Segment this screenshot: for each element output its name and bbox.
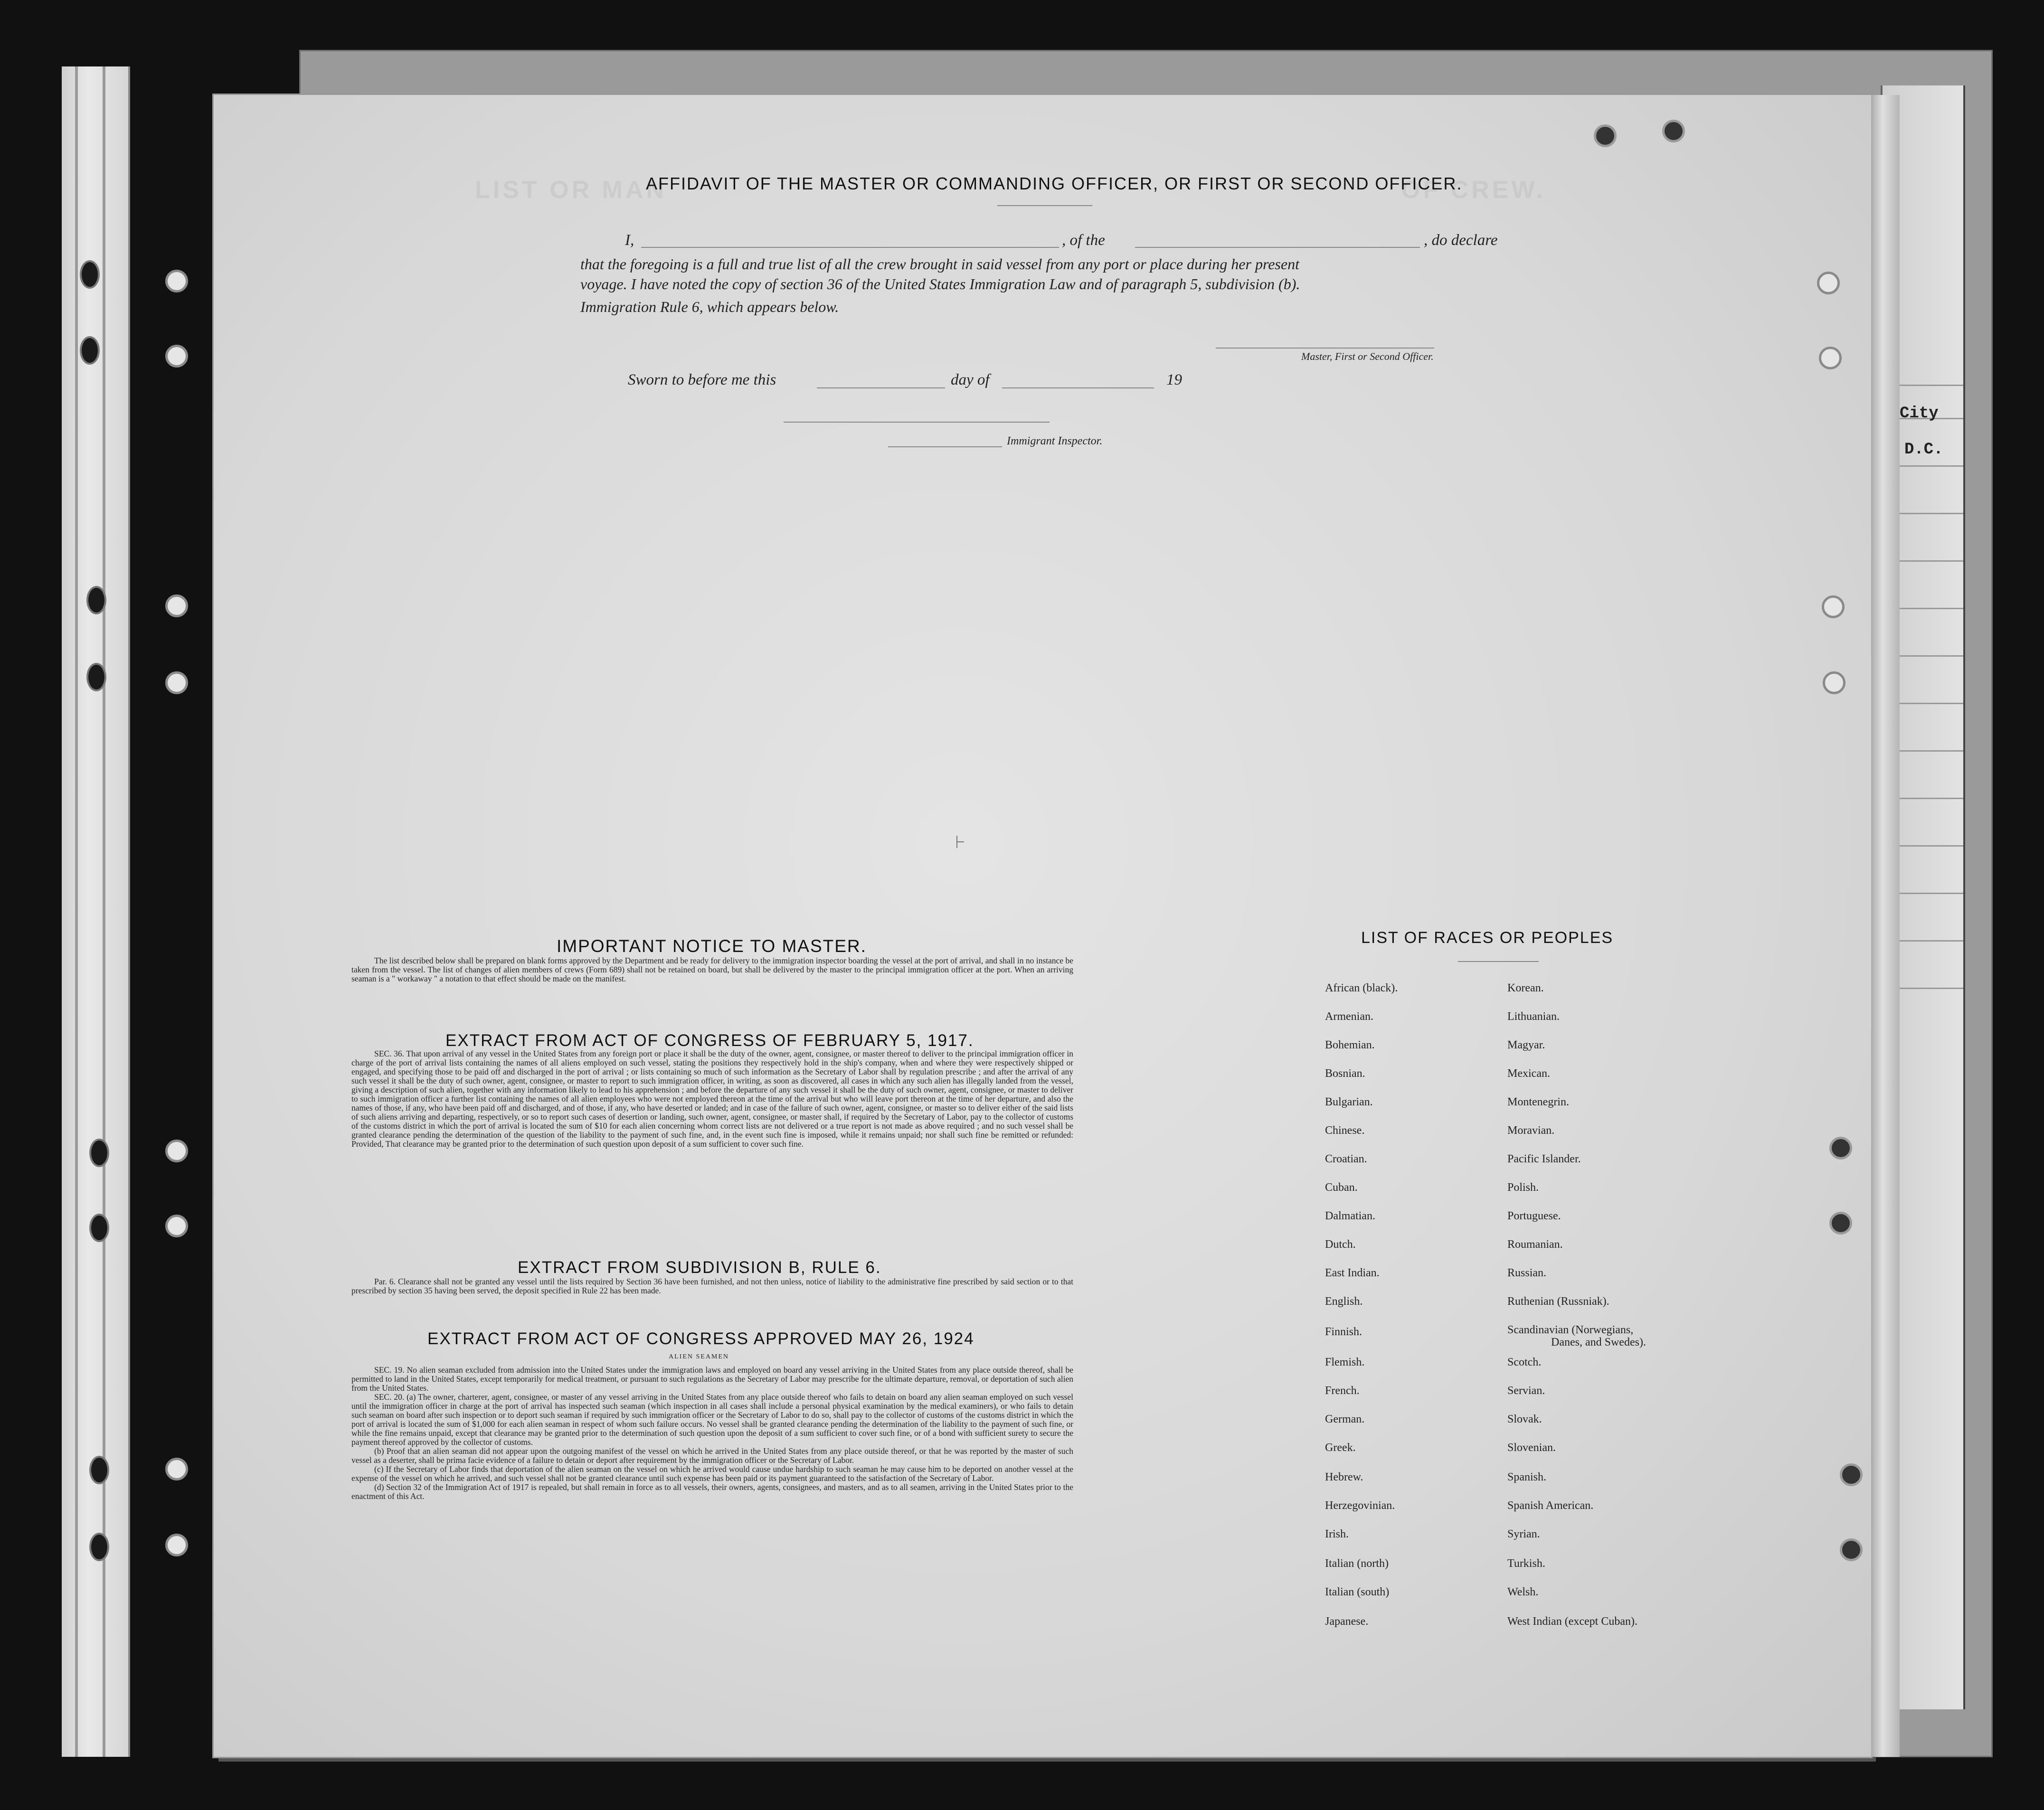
notice-title: IMPORTANT NOTICE TO MASTER. bbox=[557, 936, 867, 956]
name-field[interactable] bbox=[641, 247, 1059, 248]
affidavit-line1-i: I, bbox=[625, 232, 634, 249]
manifest-page bbox=[214, 95, 1871, 1757]
race-item: Armenian. bbox=[1325, 1010, 1373, 1023]
race-item: Spanish American. bbox=[1507, 1499, 1594, 1512]
race-item: Cuban. bbox=[1325, 1181, 1358, 1194]
race-item: Syrian. bbox=[1507, 1528, 1540, 1540]
race-item: West Indian (except Cuban). bbox=[1507, 1615, 1637, 1628]
race-item: Polish. bbox=[1507, 1181, 1539, 1194]
extract1-title: EXTRACT FROM ACT OF CONGRESS OF FEBRUARY 5, 1917. bbox=[445, 1031, 974, 1050]
race-item: German. bbox=[1325, 1413, 1365, 1425]
race-item: Irish. bbox=[1325, 1528, 1349, 1540]
race-item: Bohemian. bbox=[1325, 1039, 1375, 1051]
page-ring-hole bbox=[1823, 671, 1845, 694]
race-item: Italian (north) bbox=[1325, 1557, 1389, 1570]
binder-hole bbox=[86, 586, 106, 614]
page-mark bbox=[956, 841, 964, 842]
page-ring-hole bbox=[165, 1534, 188, 1556]
race-item: Dalmatian. bbox=[1325, 1210, 1375, 1222]
extract2-title: EXTRACT FROM SUBDIVISION B, RULE 6. bbox=[518, 1258, 881, 1277]
race-item: Servian. bbox=[1507, 1385, 1545, 1397]
page-ring-hole bbox=[165, 671, 188, 694]
title-rule bbox=[997, 205, 1092, 206]
race-item: Roumanian. bbox=[1507, 1238, 1563, 1251]
page-ring-hole bbox=[165, 594, 188, 617]
inspector-label: Immigrant Inspector. bbox=[1007, 435, 1103, 447]
binder-hole bbox=[89, 1456, 109, 1484]
race-item: Bosnian. bbox=[1325, 1067, 1365, 1080]
extract2-paragraph: Par. 6. Clearance shall not be granted any vessel until the lists required by Section 36 have been furnished, and not then unless, notice of liability to the administrative fine prescribed by said section or to that prescribed by section 35 having been served, the deposit specified in Rule 22 has been made. bbox=[351, 1277, 1073, 1295]
page-ring-hole bbox=[165, 1140, 188, 1162]
affidavit-line4: Immigration Rule 6, which appears below. bbox=[580, 298, 839, 315]
race-item: Mexican. bbox=[1507, 1067, 1550, 1080]
sworn-day-of: day of bbox=[951, 371, 990, 388]
binder-hole bbox=[80, 336, 100, 365]
race-item: Magyar. bbox=[1507, 1039, 1545, 1051]
page-ring-hole bbox=[1817, 272, 1840, 294]
affidavit-title: AFFIDAVIT OF THE MASTER OR COMMANDING OFFICER, OR FIRST OR SECOND OFFICER. bbox=[646, 174, 1463, 193]
page-ring-hole bbox=[1594, 124, 1617, 147]
race-item: Japanese. bbox=[1325, 1615, 1369, 1628]
sworn-text: Sworn to before me this bbox=[628, 371, 776, 388]
race-item: Bulgarian. bbox=[1325, 1096, 1373, 1108]
binder-hole bbox=[86, 663, 106, 691]
race-item: Slovak. bbox=[1507, 1413, 1542, 1425]
binder-hole bbox=[89, 1533, 109, 1561]
notice-body bbox=[351, 956, 1073, 983]
extract3-paragraph: (d) Section 32 of the Immigration Act of 1917 is repealed, but shall remain in force as to all vessels, their owners, agents, consignees, and masters, and as to all seamen, arriving in the United States prior to the enactment of this Act. bbox=[351, 1482, 1073, 1501]
page-ring-hole bbox=[1840, 1538, 1863, 1561]
race-item: Flemish. bbox=[1325, 1356, 1365, 1368]
race-item: Scandinavian (Norwegians, bbox=[1507, 1324, 1634, 1336]
bleed-through-title: OF CREW. bbox=[1401, 176, 1546, 204]
sworn-year-prefix: 19 bbox=[1166, 371, 1182, 388]
extract3-paragraph: SEC. 20. (a) The owner, charterer, agent, consignee, or master of any vessel arriving in the United States from any place outside thereof who fails to detain on board any alien seaman employed on such vessel until the immigration officer in charge at the port of arrival has inspected such seaman (which inspection in all cases shall include a personal physical examination by the medical examiners), or who fails to detain such seaman on board after such inspection or to deport such seaman if required by such immigration officer or the Secretary of Labor to do so, shall pay to the collector of customs of the customs district in which the port of arrival is located the sum of $1,000 for each alien seaman in respect of whom such failure occurs. No vessel shall be granted clearance pending the determination of the liability to the payment of such fine, or while the fine remains unpaid, except that clearance may be granted prior to the determination of such question upon the deposit of a sum sufficient to cover such fine, or of a bond with sufficient surety to secure the payment thereof approved by the collector of customs. bbox=[351, 1392, 1073, 1447]
extract3-paragraph: (c) If the Secretary of Labor finds that deportation of the alien seaman on the vessel on which he arrived would cause undue hardship to such seaman he may cause him to be deported on another vessel at the expense of the vessel on which he arrived, and such vessel shall not be granted clearance until such expense has been paid or its payment guaranteed to the satisfaction of the Secretary of Labor. bbox=[351, 1464, 1073, 1483]
page-ring-hole bbox=[165, 1215, 188, 1237]
race-item: Chinese. bbox=[1325, 1124, 1365, 1137]
side-label-city: City bbox=[1900, 405, 1939, 423]
race-item: Montenegrin. bbox=[1507, 1096, 1569, 1108]
extract3-title: EXTRACT FROM ACT OF CONGRESS APPROVED MAY 26, 1924 bbox=[427, 1329, 975, 1348]
bleed-through-title: LIST OR MAN bbox=[475, 176, 667, 204]
page-edge bbox=[1871, 95, 1900, 1757]
race-item: Scotch. bbox=[1507, 1356, 1542, 1368]
race-item: Pacific Islander. bbox=[1507, 1153, 1581, 1165]
binder-hole bbox=[80, 260, 100, 289]
race-item: Dutch. bbox=[1325, 1238, 1356, 1251]
affidavit-line3: voyage. I have noted the copy of section 36 of the United States Immigration Law and of paragraph 5, subdivision (b). bbox=[580, 275, 1300, 292]
race-item: Korean. bbox=[1507, 982, 1544, 994]
races-title: LIST OF RACES OR PEOPLES bbox=[1361, 929, 1614, 947]
race-item: Slovenian. bbox=[1507, 1442, 1556, 1454]
race-item: Lithuanian. bbox=[1507, 1010, 1560, 1023]
race-item: Russian. bbox=[1507, 1267, 1547, 1279]
affidavit-line1-declare: , do declare bbox=[1424, 232, 1498, 249]
signature-label: Master, First or Second Officer. bbox=[1301, 350, 1434, 362]
affidavit-line1-of-the: , of the bbox=[1062, 232, 1105, 249]
race-item: Portuguese. bbox=[1507, 1210, 1561, 1222]
extract2-body bbox=[351, 1277, 1073, 1295]
race-item: Spanish. bbox=[1507, 1471, 1547, 1483]
extract1-paragraph: SEC. 36. That upon arrival of any vessel in the United States from any foreign port or place it shall be the duty of the owner, agent, consignee, or master thereof to deliver to the principal immigration officer in charge of the port of arrival lists containing the names of all aliens employed on such vessel, stating the positions they respectively hold in the ship's company, when and where they were respectively shipped or engaged, and specifying those to be paid off and discharged in the port of arrival ; or lists containing so much of such information as the Secretary of Labor shall by regulation prescribe ; and after the arrival of any such vessel it shall be the duty of such owner, agent, consignee, or master to report to such immigration officer, in writing, as soon as discovered, all cases in which any such alien has illegally landed from the vessel, giving a description of such alien, together with any information likely to lead to his apprehension ; and before the departure of any such vessel it shall be the duty of such owner, agent, consignee, or master to deliver to such immigration officer a further list containing the names of all alien employees who were not employed thereon at the time of the arrival but who will leave port thereon at the time of her departure, and also the names of those, if any, who have been paid off and discharged, and of those, if any, who have deserted or landed; and in case of the failure of such owner, agent, consignee, or master so to deliver either of the said lists of such aliens arriving and departing, respectively, or so to report such cases of desertion or landing, such owner, agent, consignee, or master shall, if required by the Secretary of Labor, pay to the collector of customs of the customs district in which the port of arrival is located the sum of $10 for each alien concerning whom correct lists are not delivered or a true report is not made as above required ; and no such vessel shall be granted clearance pending the determination of the question of the liability to the payment of such fine, and, in the event such fine is imposed, while it remains unpaid; nor shall such fine be remitted or refunded: Provided, That clearance may be granted prior to the determination of such question upon deposit of a sum sufficient to cover such fine. bbox=[351, 1049, 1073, 1149]
page-ring-hole bbox=[1829, 1137, 1852, 1160]
race-item: Welsh. bbox=[1507, 1586, 1539, 1598]
inspector-rule bbox=[784, 422, 1050, 423]
page-ring-hole bbox=[165, 345, 188, 368]
sworn-month-field[interactable] bbox=[1002, 387, 1154, 388]
extract1-body bbox=[351, 1049, 1073, 1149]
race-item: Hebrew. bbox=[1325, 1471, 1363, 1483]
binder-hole bbox=[89, 1139, 109, 1167]
extract3-paragraph: (b) Proof that an alien seaman did not appear upon the outgoing manifest of the vessel on which he arrived in the United States from any place outside thereof, or that he was reported by the master of such vessel as a deserter, shall be prima facie evidence of a failure to detain or deport after requirement by the immigration officer or the Secretary of Labor. bbox=[351, 1446, 1073, 1465]
signature-field[interactable] bbox=[1216, 348, 1434, 349]
race-item: Italian (south) bbox=[1325, 1586, 1390, 1598]
binder-strip bbox=[62, 66, 130, 1757]
race-item: Moravian. bbox=[1507, 1124, 1555, 1137]
affidavit-line2: that the foregoing is a full and true list of all the crew brought in said vessel from any port or place during her present bbox=[580, 255, 1299, 273]
race-item: Herzegovinian. bbox=[1325, 1499, 1395, 1512]
race-item: Turkish. bbox=[1507, 1557, 1545, 1570]
vessel-field[interactable] bbox=[1135, 247, 1420, 248]
sworn-day-field[interactable] bbox=[817, 387, 945, 388]
side-label-dc: D.C. bbox=[1904, 441, 1943, 459]
notice-paragraph: The list described below shall be prepared on blank forms approved by the Department and be ready for delivery to the immigration inspector boarding the vessel at the port of arrival, and shall in no instance be taken from the vessel. The list of changes of alien members of crews (Form 689) shall not be retained on board, but shall be delivered by the master to the principal immigration officer at the port. When an arriving seaman is a " workaway " a notation to that effect should be made on the manifest. bbox=[351, 956, 1073, 983]
extract3-paragraph: SEC. 19. No alien seaman excluded from admission into the United States under the immigration laws and employed on board any vessel arriving in the United States from any place outside thereof, shall be permitted to land in the United States, except temporarily for medical treatment, or pursuant to such regulations as the Secretary of Labor may prescribe for the ultimate departure, removal, or deportation of such alien from the United States. bbox=[351, 1365, 1073, 1393]
race-item: Greek. bbox=[1325, 1442, 1356, 1454]
page-ring-hole bbox=[165, 270, 188, 292]
inspector-field[interactable] bbox=[888, 446, 1002, 447]
binder-hole bbox=[89, 1214, 109, 1242]
page-ring-hole bbox=[1840, 1463, 1863, 1486]
race-item: French. bbox=[1325, 1385, 1360, 1397]
page-ring-hole bbox=[1829, 1212, 1852, 1235]
race-item-continuation: Danes, and Swedes). bbox=[1551, 1336, 1646, 1348]
page-ring-hole bbox=[1662, 120, 1685, 142]
race-item: East Indian. bbox=[1325, 1267, 1380, 1279]
race-item: Finnish. bbox=[1325, 1326, 1363, 1338]
page-ring-hole bbox=[165, 1458, 188, 1480]
races-title-rule bbox=[1458, 961, 1539, 962]
page-ring-hole bbox=[1819, 347, 1842, 369]
extract3-subtitle: ALIEN SEAMEN bbox=[669, 1353, 729, 1360]
race-item: Croatian. bbox=[1325, 1153, 1367, 1165]
extract3-body bbox=[351, 1366, 1073, 1501]
page-ring-hole bbox=[1822, 595, 1845, 618]
race-item: English. bbox=[1325, 1295, 1363, 1308]
race-item: African (black). bbox=[1325, 982, 1398, 994]
race-item: Ruthenian (Russniak). bbox=[1507, 1295, 1609, 1308]
